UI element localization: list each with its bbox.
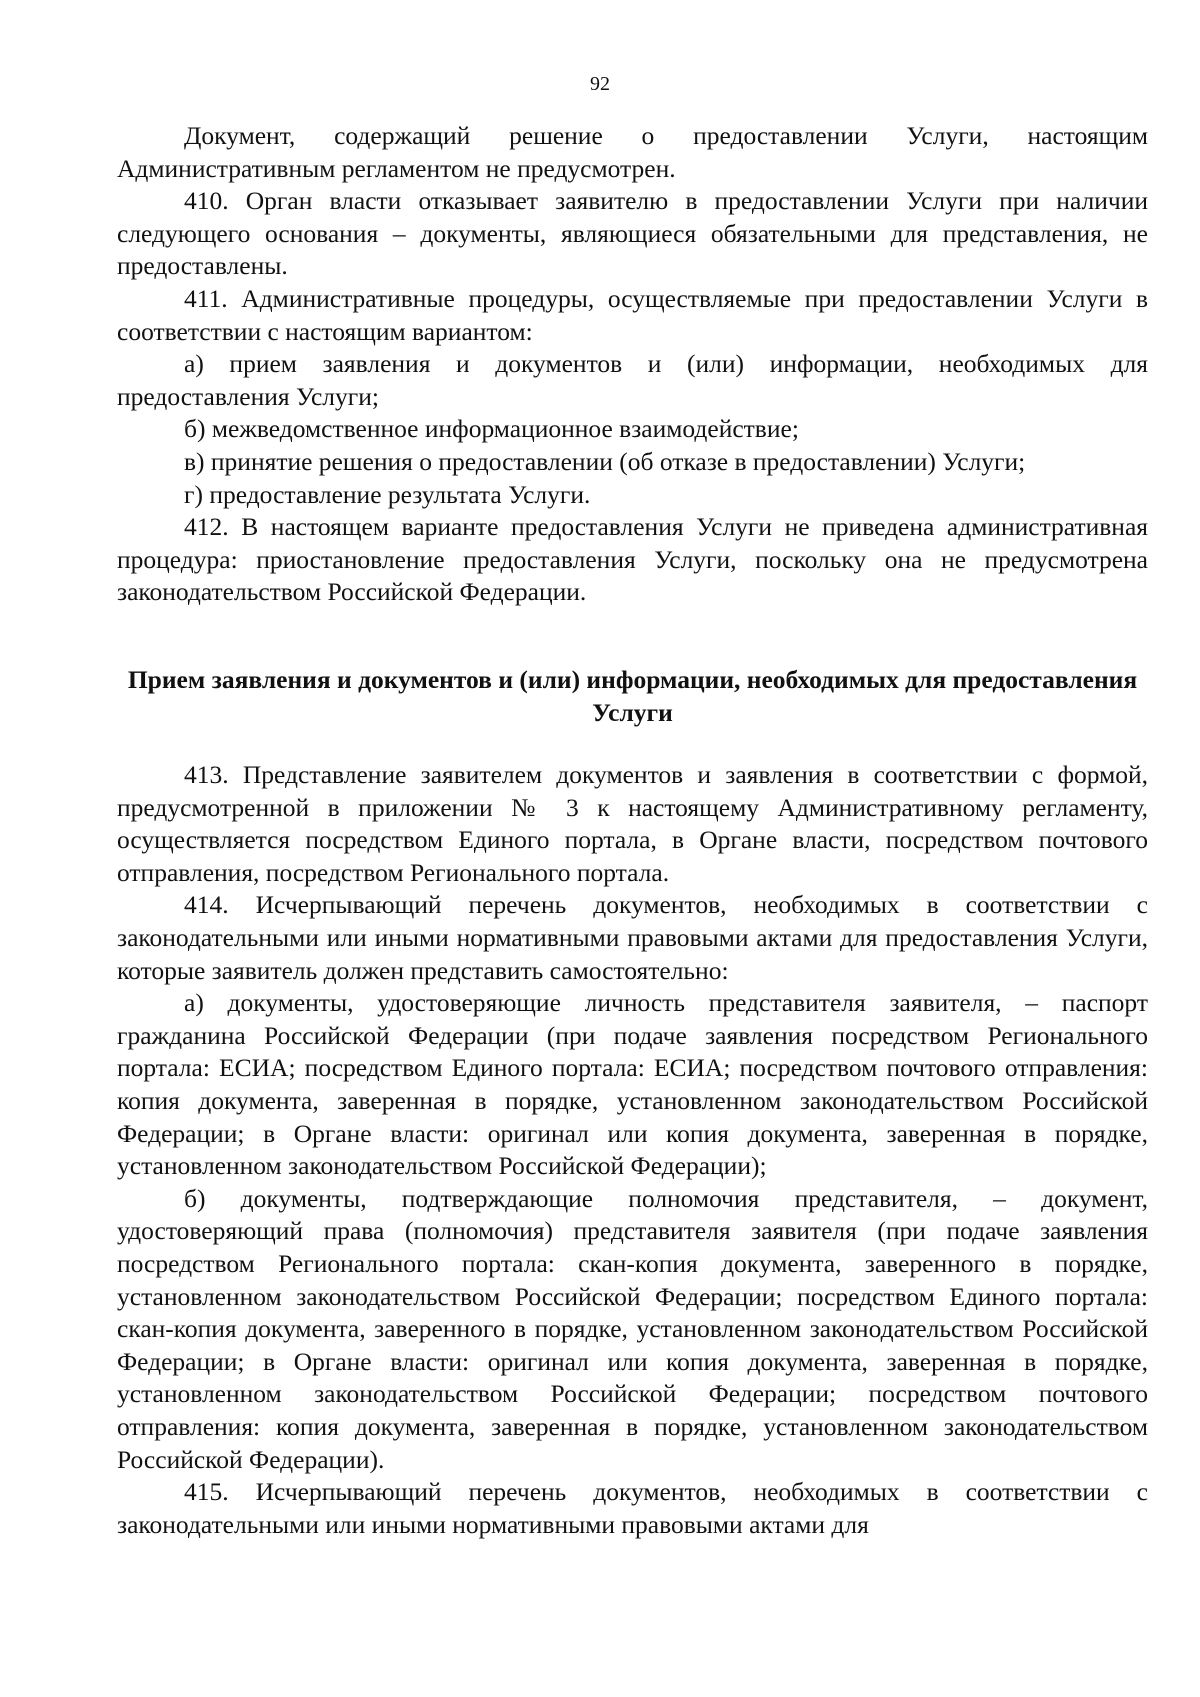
paragraph-414: 414. Исчерпывающий перечень документов, необходимых в соответствии с законодательными или иными нормативными правовыми актами для предоставления Услуги, которые заявитель должен представить самостоятельно: <box>117 890 1148 985</box>
section-heading: Прием заявления и документов и (или) информации, необходимых для предоставления Услуги <box>127 664 1138 727</box>
list-item-414-b: б) документы, подтверждающие полномочия представителя, – документ, удостоверяющий права (полномочия) представителя заявителя (при подаче заявления посредством Регионального портала: скан-копия документа, заверенного в порядке, установленном законодательством Российской Федерации; посредством Единого портала: скан-копия документа, заверенного в порядке, установленном законодательством Российской Федерации; в Органе власти: оригинал или копия документа, заверенная в порядке, установленном законодательством Российской Федерации; посредством почтового отправления: копия документа, заверенная в порядке, установленном законодательством Российской Федерации). <box>117 1183 1148 1474</box>
paragraph-412: 412. В настоящем варианте предоставления Услуги не приведена административная процедура: приостановление предоставления Услуги, поскольку она не предусмотрена законодательством Российской Федерации. <box>117 512 1148 607</box>
page-number: 92 <box>590 73 610 95</box>
paragraph-413: 413. Представление заявителем документов и заявления в соответствии с формой, предусмотренной в приложении № 3 к настоящему Административному регламенту, осуществляется посредством Единого портала, в Органе власти, посредством почтового отправления, посредством Регионального портала. <box>117 760 1148 887</box>
paragraph-415: 415. Исчерпывающий перечень документов, необходимых в соответствии с законодательными или иными нормативными правовыми актами для <box>117 1477 1148 1539</box>
list-item-g: г) предоставление результата Услуги. <box>184 479 591 509</box>
paragraph-411: 411. Административные процедуры, осуществляемые при предоставлении Услуги в соответствии с настоящим вариантом: <box>117 283 1148 346</box>
list-item-414-a: а) документы, удостоверяющие личность представителя заявителя, – паспорт гражданина Российской Федерации (при подаче заявления посредством Регионального портала: ЕСИА; посредством Единого портала: ЕСИА; посредством почтового отправления: копия документа, заверенная в порядке, установленном законодательством Российской Федерации; в Органе власти: оригинал или копия документа, заверенная в порядке, установленном законодательством Российской Федерации); <box>117 988 1148 1181</box>
heading-spacer <box>117 729 1148 759</box>
list-item-b: б) межведомственное информационное взаимодействие; <box>184 414 799 444</box>
paragraph-doc-decision-note: Документ, содержащий решение о предоставлении Услуги, настоящим Административным регламентом не предусмотрен. <box>117 121 1148 183</box>
document-body <box>117 120 1148 1541</box>
list-item-v: в) принятие решения о предоставлении (об отказе в предоставлении) Услуги; <box>184 446 1026 476</box>
paragraph-410: 410. Орган власти отказывает заявителю в предоставлении Услуги при наличии следующего основания – документы, являющиеся обязательными для представления, не предоставлены. <box>117 186 1148 281</box>
list-item-a: а) прием заявления и документов и (или) информации, необходимых для предоставления Услуги; <box>117 349 1148 411</box>
